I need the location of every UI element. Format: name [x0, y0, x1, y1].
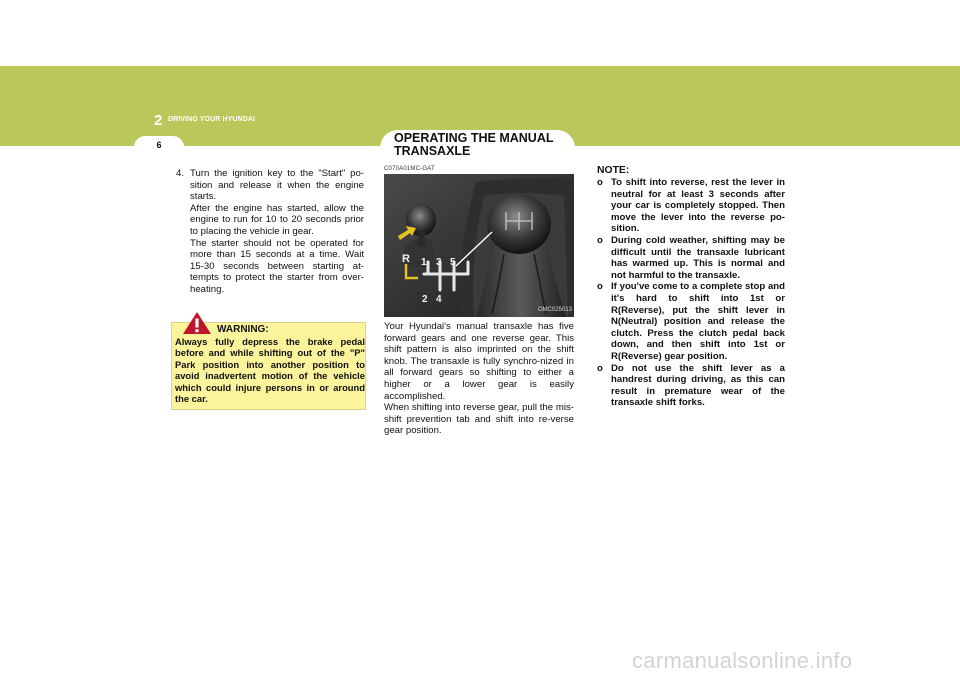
note-bullet: o — [597, 362, 603, 374]
shift-reverse-label: R — [402, 253, 410, 265]
step-text: Turn the ignition key to the "Start" po-sition and release it when the engine starts. After the engine has started, allow the engine to run for 10 to 20 seconds prior to placing the vehicle in gear. The starter should not be operated for more than 15 seconds at a time. Wait 15-30 seconds between starting at-tempts to protect the starter from over-heating. — [190, 168, 364, 295]
note-item — [597, 235, 785, 281]
note-item-text: To shift into reverse, rest the lever in neutral for at least 3 seconds after your car is completely stopped. Then move the lever into the reverse po-sition. — [611, 177, 785, 235]
exclamation-warning-icon — [182, 311, 212, 335]
step-number: 4. — [176, 168, 185, 179]
warning-text: Always fully depress the brake pedal before and while shifting out of the "P" Park position into another position to avoid inadvertent motion of the vehicle which could injure persons in or around the car. — [175, 336, 365, 405]
shift-gear-label: 2 — [422, 294, 428, 305]
chapter-number: 2 — [154, 112, 163, 129]
warning-title: WARNING: — [217, 324, 269, 335]
shift-gear-label: 4 — [436, 294, 442, 305]
shift-gear-label: 3 — [436, 257, 442, 268]
note-item — [597, 177, 785, 235]
reference-code: C070A01MC-GAT — [384, 166, 435, 172]
shift-gear-label: 5 — [450, 257, 456, 268]
note-item-text: Do not use the shift lever as a handrest during driving, as this can result in premature wear of the transaxle shift forks. — [611, 362, 785, 409]
chapter-title: DRIVING YOUR HYUNDAI — [168, 116, 256, 123]
step-item — [176, 168, 364, 296]
note-item-text: If you've come to a complete stop and it's hard to shift into 1st or R(Reverse), put the shift lever in N(Neutral) position and release the clutch. Press the clutch pedal back down, and then shift into 1st or R(Reverse) gear position. — [611, 281, 785, 362]
note-item-text: During cold weather, shifting may be difficult until the transaxle lubricant has warmed up. This is normal and not harmful to the transaxle. — [611, 234, 785, 281]
note-bullet: o — [597, 281, 603, 293]
section-title: OPERATING THE MANUAL TRANSAXLE — [394, 131, 554, 158]
note-item — [597, 363, 785, 409]
note-item — [597, 281, 785, 362]
note-bullet: o — [597, 234, 603, 246]
photo-code: OMC025013 — [538, 307, 573, 313]
watermark[interactable]: carmanualsonline.info — [632, 648, 853, 673]
gear-shift-photo — [384, 174, 574, 317]
page-number: 6 — [156, 140, 162, 150]
shift-gear-label: 1 — [421, 257, 427, 268]
note-bullet: o — [597, 177, 603, 188]
note-list — [597, 177, 785, 409]
note-title: NOTE: — [597, 165, 630, 176]
section-paragraph: Your Hyundai's manual transaxle has five forward gears and one reverse gear. This shift pattern is also imprinted on the shift knob. The transaxle is fully synchro-nized in all forward gears so shifting to either a higher or a lower gear is easily accomplished. When shifting into reverse gear, pull the mis-shift prevention tab and shift into re-verse gear position. — [384, 321, 574, 437]
